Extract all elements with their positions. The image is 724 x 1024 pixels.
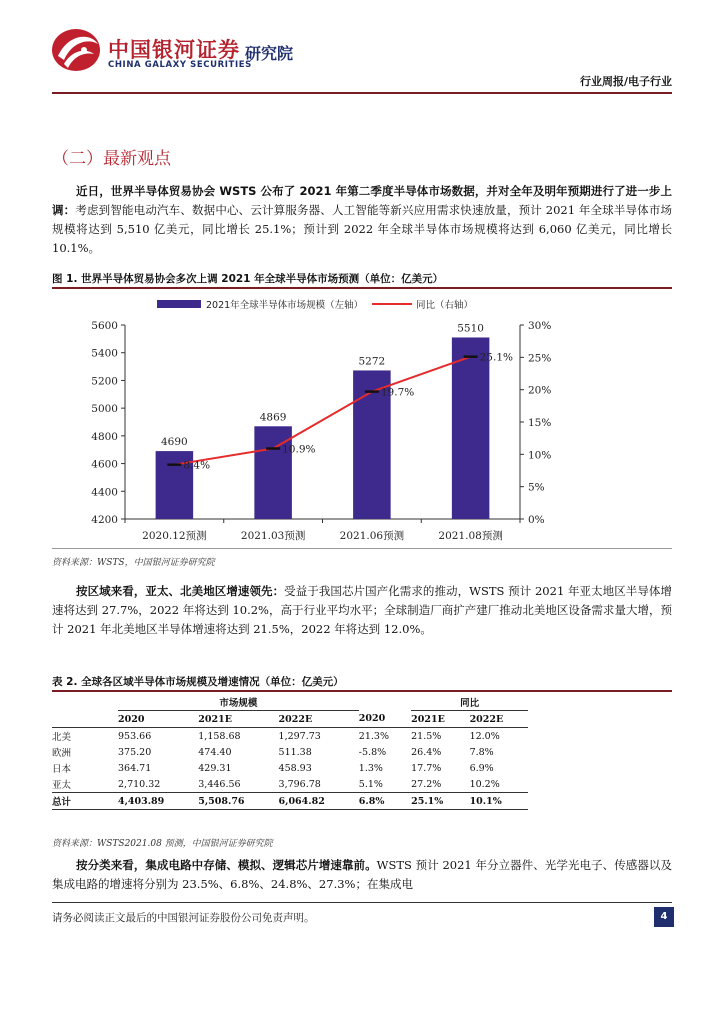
table-rule-top (52, 690, 672, 692)
cell: 欧洲 (52, 748, 72, 759)
cell: 北美 (52, 732, 72, 743)
brand-name-cn: 中国银河证券 (108, 38, 240, 62)
institute-label: 研究院 (245, 44, 294, 63)
group-header-size: 市场规模 (118, 694, 359, 711)
market-forecast-chart (52, 290, 672, 548)
section-title: （二）最新观点 (52, 149, 171, 169)
cell: 10.2% (469, 778, 500, 790)
y-left-tick-label: 5200 (91, 375, 118, 388)
cell: 1.3% (358, 762, 383, 774)
figure-source: 资料来源：WSTS，中国银河证券研究院 (52, 558, 215, 568)
galaxy-logo (50, 26, 102, 74)
y-right-tick-label: 5% (528, 481, 545, 494)
line-data-label: 8.4% (183, 459, 211, 472)
paragraph-market-outlook (52, 182, 672, 258)
x-tick-label: 2021.03预测 (240, 530, 306, 542)
line-series (174, 357, 470, 465)
x-tick-label: 2021.08预测 (438, 530, 503, 542)
paragraph-body: WSTS 预计 2021 年分立器件、光学光电子、传感器以及集成电路的增速将分别为 23.5%、6.8%、24.8%、27.3%；在集成电 (52, 858, 672, 891)
cell: 21.3% (358, 730, 389, 742)
paragraph-categories (52, 856, 672, 894)
x-tick-label: 2020.12预测 (142, 530, 207, 542)
bar-data-label: 4869 (259, 411, 287, 424)
col-header: 2022E (470, 711, 528, 728)
cell: 1,158.68 (198, 730, 241, 742)
cell: 3,796.78 (278, 778, 321, 790)
col-header: 2021E (411, 711, 469, 728)
region-market-table (52, 694, 528, 810)
y-right-tick-label: 10% (528, 449, 552, 462)
cell: 21.5% (411, 730, 442, 742)
cell: 953.66 (118, 730, 152, 742)
page-number: 4 (654, 907, 674, 927)
cell: 6,064.82 (279, 793, 359, 810)
y-right-tick-label: 30% (528, 320, 552, 332)
table-title: 表 2. 全球各区域半导体市场规模及增速情况（单位：亿美元） (52, 676, 344, 688)
y-left-tick-label: 4400 (91, 486, 118, 499)
y-right-tick-label: 0% (528, 514, 545, 526)
cell: 7.8% (469, 746, 494, 758)
cell: 458.93 (278, 762, 312, 774)
cell: 6.9% (469, 762, 494, 774)
col-header: 2020 (359, 711, 411, 728)
y-left-tick-label: 5600 (91, 320, 118, 332)
cell: 474.40 (198, 746, 232, 758)
cell: 27.2% (411, 778, 442, 790)
footer-disclaimer: 请务必阅读正文最后的中国银河证券股份公司免责声明。 (52, 912, 315, 924)
brand-name-en: CHINA GALAXY SECURITIES (108, 60, 252, 70)
line-data-label: 19.7% (380, 386, 415, 399)
table-group-header (52, 694, 528, 711)
y-right-tick-label: 20% (528, 384, 552, 397)
cell: 17.7% (411, 762, 442, 774)
col-header: 2020 (118, 711, 198, 728)
cell: 5.1% (358, 778, 383, 790)
report-category: 行业周报/电子行业 (579, 75, 672, 88)
group-header-yoy: 同比 (411, 694, 528, 711)
cell: 1,297.73 (278, 730, 321, 742)
paragraph-lead: 近日，世界半导体贸易协会 WSTS 公布了 2021 年第二季度半导体市场数据，并对全年及明年预期进行了进一步上调： (52, 184, 672, 217)
cell: 25.1% (411, 793, 469, 810)
y-left-tick-label: 5000 (91, 403, 118, 416)
cell: 总计 (52, 793, 118, 810)
line-data-label: 25.1% (479, 351, 513, 364)
table-total-row (52, 793, 528, 810)
cell: 2,710.32 (118, 778, 161, 790)
table-row (52, 728, 528, 745)
cell: 亚太 (52, 780, 72, 791)
line-data-label: 10.9% (282, 443, 316, 456)
legend-label-bar: 2021年全球半导体市场规模（左轴） (206, 300, 364, 311)
paragraph-body: 考虑到智能电动汽车、数据中心、云计算服务器、人工智能等新兴应用需求快速放量，预计 2021 年全球半导体市场规模将达到 5,510 亿美元，同比增长 25.1%；预计到 2022 年全球半导体市场规模将达到 6,060 亿美元，同比增长 10.1%。 (52, 203, 673, 255)
y-right-tick-label: 15% (528, 417, 552, 429)
y-right-tick-label: 25% (528, 352, 552, 365)
bar-data-label: 5272 (358, 355, 386, 368)
y-left-tick-label: 4800 (91, 430, 118, 443)
footer-divider (52, 902, 672, 903)
y-left-tick-label: 5400 (91, 347, 118, 360)
table-source: 资料来源：WSTS2021.08 预测，中国银河证券研究院 (52, 839, 273, 849)
cell: 26.4% (411, 746, 442, 758)
cell: 12.0% (469, 730, 500, 742)
paragraph-regions (52, 582, 672, 639)
legend-swatch-bar (157, 300, 201, 308)
y-left-tick-label: 4600 (91, 458, 118, 471)
legend-label-line: 同比（右轴） (416, 300, 474, 311)
paragraph-body: 受益于我国芯片国产化需求的推动，WSTS 预计 2021 年亚太地区半导体增速将达到 27.7%，2022 年将达到 10.2%，高于行业平均水平；全球制造厂商扩产建厂推动北美地区设备需求量大增，预计 2021 年北美地区半导体增速将达到 21.5%，2022 年将达到 12.0%。 (52, 584, 672, 636)
paragraph-lead: 按分类来看，集成电路中存储、模拟、逻辑芯片增速靠前。 (76, 858, 377, 872)
cell: 日本 (52, 764, 72, 775)
bar-data-label: 4690 (161, 436, 188, 449)
col-header: 2022E (279, 711, 359, 728)
table-row (52, 776, 528, 793)
figure-rule-top (52, 287, 672, 289)
table-row (52, 744, 528, 760)
cell: 3,446.56 (198, 778, 241, 790)
cell: 5,508.76 (198, 793, 278, 810)
figure-rule-bottom (52, 548, 672, 549)
cell: 10.1% (470, 793, 528, 810)
figure-title: 图 1. 世界半导体贸易协会多次上调 2021 年全球半导体市场预测（单位：亿美元） (52, 273, 444, 285)
bar (452, 337, 490, 519)
table-row (52, 760, 528, 776)
cell: 375.20 (118, 746, 152, 758)
cell: 4,403.89 (118, 793, 198, 810)
cell: 429.31 (198, 762, 232, 774)
col-header: 2021E (198, 711, 278, 728)
cell: -5.8% (358, 746, 387, 758)
y-left-tick-label: 4200 (91, 514, 118, 526)
x-tick-label: 2021.06预测 (339, 530, 405, 542)
table-header-row (52, 711, 528, 728)
cell: 511.38 (278, 746, 312, 758)
bar-data-label: 5510 (457, 322, 484, 335)
paragraph-lead: 按区域来看，亚太、北美地区增速领先： (76, 584, 285, 598)
header-divider (52, 92, 672, 94)
cell: 6.8% (359, 793, 411, 810)
cell: 364.71 (118, 762, 152, 774)
